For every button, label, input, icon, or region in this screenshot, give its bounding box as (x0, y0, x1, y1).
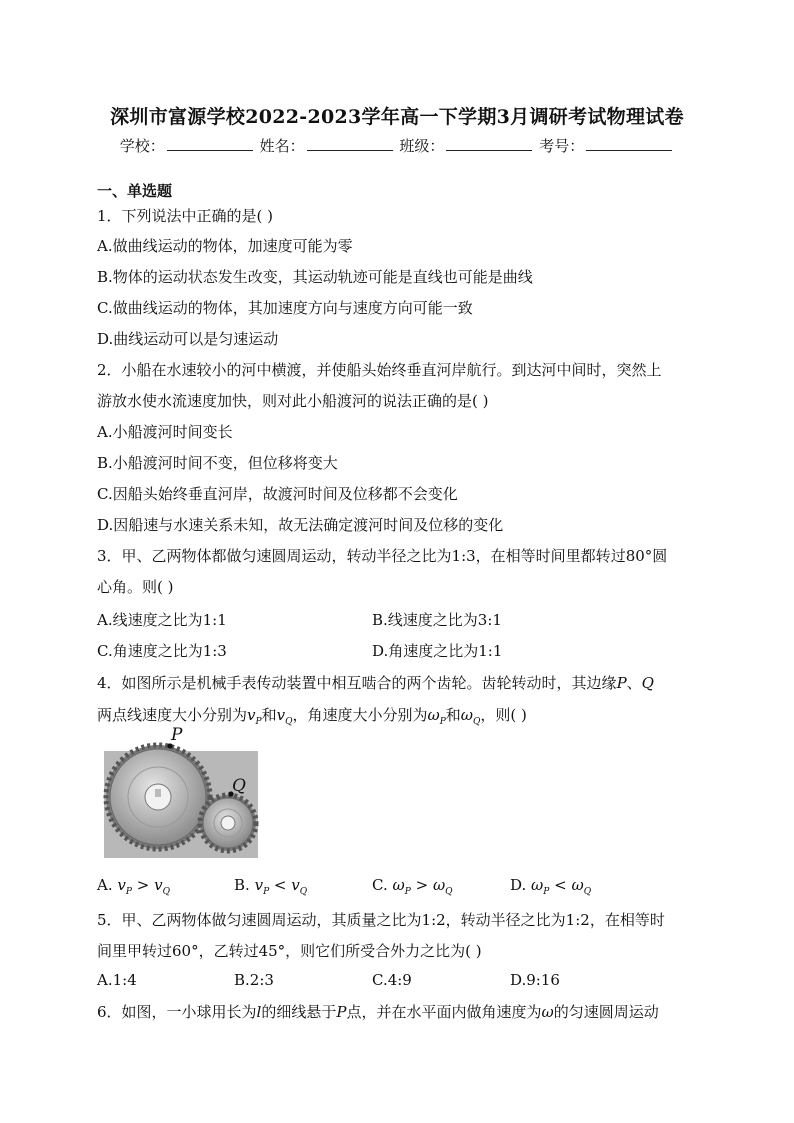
page-title: 深圳市富源学校2022-2023学年高一下学期3月调研考试物理试卷 (110, 106, 684, 128)
name-blank[interactable] (307, 137, 393, 151)
sub-q: Q (162, 887, 170, 897)
question-5-option-b: B.2:3 (234, 971, 274, 989)
v-symbol: v (254, 876, 264, 894)
question-5-stem-line-1: 5．甲、乙两物体做匀速圆周运动，其质量之比为1:2，转动半径之比为1:2，在相等时 (97, 911, 665, 929)
gt-sign: > (415, 876, 429, 894)
q4-text-c: ，角速度大小分别为 (292, 706, 428, 724)
question-2-stem-line-2: 游放水使水流速度加快，则对此小船渡河的说法正确的是( ) (97, 392, 489, 410)
question-1-option-c: C.做曲线运动的物体，其加速度方向与速度方向可能一致 (97, 299, 473, 317)
q6-text-a: 6．如图，一小球用长为 (97, 1003, 257, 1021)
question-3-option-a: A.线速度之比为1:1 (97, 611, 227, 629)
name-label: 姓名： (259, 137, 305, 155)
q4-sep: 、 (626, 674, 642, 692)
question-2-stem-line-1: 2．小船在水速较小的河中横渡，并使船头始终垂直河岸航行。到达河中间时，突然上 (97, 361, 662, 379)
question-4-option-d (510, 876, 591, 897)
exam-number-blank[interactable] (586, 137, 672, 151)
q6-var-omega: ω (541, 1003, 554, 1021)
q6-text-c: 点，并在水平面内做角速度为 (346, 1003, 542, 1021)
question-5-option-d: D.9:16 (510, 971, 560, 989)
question-2-option-a: A.小船渡河时间变长 (97, 423, 233, 441)
sub-q: Q (473, 717, 481, 727)
q4-text-e: ，则( ) (480, 706, 527, 724)
exam-number-label: 考号： (539, 137, 585, 155)
question-4-stem-line-2 (97, 704, 527, 727)
sub-q: Q (285, 717, 293, 727)
omega-symbol: ω (427, 706, 440, 724)
school-label: 学校： (119, 137, 165, 155)
small-gear-icon (200, 795, 256, 851)
question-4-option-c (372, 876, 453, 897)
figure-label-p: P (171, 725, 183, 745)
sub-q: Q (299, 887, 308, 897)
q4-opt-c-label: C. (372, 876, 388, 894)
question-3-option-c: C.角速度之比为1:3 (97, 642, 227, 660)
q4-point-q: Q (641, 674, 654, 692)
question-1-option-b: B.物体的运动状态发生改变，其运动轨迹可能是直线也可能是曲线 (97, 268, 533, 286)
question-5-stem-line-2: 间里甲转过60°，乙转过45°，则它们所受合外力之比为( ) (97, 942, 482, 960)
q6-var-l: l (256, 1003, 262, 1021)
sub-p: P (404, 887, 411, 897)
q6-text-d: 的匀速圆周运动 (553, 1003, 659, 1021)
q4-text-b: 和 (261, 706, 277, 724)
sub-p: P (439, 717, 446, 727)
question-4-option-b (234, 876, 307, 897)
sub-q: Q (583, 887, 592, 897)
v-symbol: v (247, 706, 256, 724)
question-5-option-c: C.4:9 (372, 971, 412, 989)
question-2-option-b: B.小船渡河时间不变，但位移将变大 (97, 454, 338, 472)
question-1-stem: 1．下列说法中正确的是( ) (97, 207, 274, 225)
gear-figure (104, 725, 258, 858)
sub-p: P (125, 887, 132, 897)
sub-p: P (543, 887, 550, 897)
lt-sign: < (273, 876, 287, 894)
omega-symbol: ω (432, 876, 446, 894)
q6-var-p: P (336, 1003, 347, 1021)
q4-text-a: 两点线速度大小分别为 (97, 706, 248, 724)
gt-sign: > (136, 876, 150, 894)
question-1-option-d: D.曲线运动可以是匀速运动 (97, 330, 279, 348)
omega-symbol: ω (531, 876, 544, 894)
question-1-option-a: A.做曲线运动的物体，加速度可能为零 (97, 237, 353, 255)
q4-opt-b-label: B. (234, 876, 250, 894)
sub-q: Q (445, 887, 453, 897)
question-5-option-a: A.1:4 (97, 971, 137, 989)
question-3-option-d: D.角速度之比为1:1 (372, 642, 503, 660)
figure-label-q: Q (232, 776, 246, 796)
question-6-stem-line-1 (97, 1001, 659, 1022)
v-symbol: v (117, 876, 126, 894)
v-symbol: v (276, 706, 286, 724)
q4-stem-text: 4．如图所示是机械手表传动装置中相互啮合的两个齿轮。齿轮转动时，其边缘 (97, 674, 617, 692)
q4-opt-a-label: A. (97, 876, 113, 894)
sub-p: P (255, 717, 262, 727)
q4-text-d: 和 (445, 706, 461, 724)
sub-p: P (263, 887, 270, 897)
omega-symbol: ω (460, 706, 474, 724)
class-blank[interactable] (446, 137, 532, 151)
question-4-option-a (97, 876, 170, 897)
question-3-option-b: B.线速度之比为3:1 (372, 611, 502, 629)
question-3-stem-line-1: 3．甲、乙两物体都做匀速圆周运动，转动半径之比为1:3，在相等时间里都转过80°圆 (97, 547, 668, 565)
section-heading: 一、单选题 (97, 182, 173, 200)
question-4-stem-line-1 (97, 672, 654, 693)
question-3-stem-line-2: 心角。则( ) (97, 578, 174, 596)
v-symbol: v (154, 876, 163, 894)
q4-point-p: P (616, 674, 627, 692)
gears-illustration (104, 725, 274, 864)
omega-symbol: ω (392, 876, 405, 894)
lt-sign: < (554, 876, 567, 894)
question-2-option-c: C.因船头始终垂直河岸，故渡河时间及位移都不会变化 (97, 485, 458, 503)
question-2-option-d: D.因船速与水速关系未知，故无法确定渡河时间及位移的变化 (97, 516, 504, 534)
v-symbol: v (291, 876, 300, 894)
student-info-row (0, 135, 794, 156)
class-label: 班级： (399, 137, 445, 155)
q6-text-b: 的细线悬于 (261, 1003, 337, 1021)
school-blank[interactable] (167, 137, 253, 151)
large-gear-icon (106, 745, 210, 849)
omega-symbol: ω (571, 876, 584, 894)
q4-opt-d-label: D. (510, 876, 527, 894)
